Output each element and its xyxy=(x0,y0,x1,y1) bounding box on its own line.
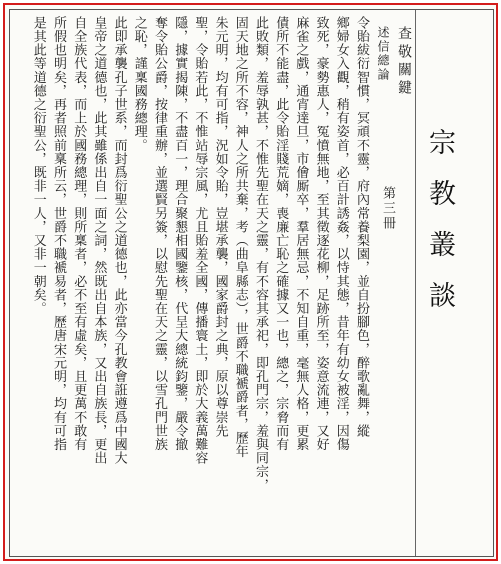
text-column: 致死，豪勢惠人，冤憤無地，至其徵逐花柳，足跡所至，姿意流連，又好 xyxy=(313,16,329,452)
column-divider xyxy=(415,10,416,556)
text-column: 是其此等道德之衍聖公，既非一人，又非一朝矣。 xyxy=(30,16,46,316)
text-column: 此敗類，羞辱孰甚，不惟先聖在天之靈，有不容其承祀，即孔門宗，羞與同宗， xyxy=(253,16,268,492)
document-title: 宗教叢談 xyxy=(424,128,455,332)
text-column: 自全族代表，而上於國務總理，則所稟者，必不至有虛矣，且更萬不敢有 xyxy=(71,16,87,452)
document-border xyxy=(9,9,494,557)
text-column: 隱，據實揭陳，不盡百一，理合聚懇相國鑒核，代呈大總統鈞鑒，嚴令撤 xyxy=(172,16,188,452)
volume-label: 第三冊 xyxy=(380,186,395,231)
section-heading: 述信總論 xyxy=(376,26,390,82)
text-column: 所假也明矣，再者照前稟所云，世爵不職褫易者，歷唐宋元明，均有可指 xyxy=(51,16,66,452)
text-column: 皇帝之道德也，此其雖係出自一面之詞，然既出自本族，又出自族長，更出 xyxy=(91,16,107,465)
text-column: 固天地之所不容，神人之所共棄，考（曲阜縣志），世爵不職褫爵者，歷年 xyxy=(232,16,248,459)
text-column: 奪令貽公爵，按律重辦，並選賢另簽，以慰先聖在天之靈，以雪孔門世族 xyxy=(152,16,167,452)
text-column: 此即承襲孔子世系，而封爲衍聖公之道德也，此亦當今孔教會誑遵爲中國大 xyxy=(111,16,127,465)
author-byline: 查敬關鍵 xyxy=(396,26,412,98)
text-column: 朱元明，均有可指，況如令貽，豈堪承襲，國家爵封之典，原以尊崇先 xyxy=(212,16,228,438)
document-frame xyxy=(3,3,498,561)
text-column: 之恥，謹稟國務總理。 xyxy=(131,16,147,152)
text-column: 聖，令貽若此，不惟站辱宗風，尤且貽羞全國，傳播寰土，即於大義萬難容 xyxy=(192,16,208,465)
text-column: 令貽紱衍智慣，冥頑不靈，府內常養梨園，並自扮腳色，醉歌亂舞，縱 xyxy=(354,16,369,438)
text-column: 鄉婦女入觀，稍有姿首，必百計誘姦，以恃其態，昔年有幼女被淫，因傷 xyxy=(333,16,349,452)
text-column: 債所不能盡，此令貽淫賤荒嫡，喪廉亡恥之確據又一也，總之，宗脅而有 xyxy=(273,16,289,452)
text-column: 麻雀之戲，通宵達旦，市儈厮卒，羣居無忌，不知自重，毫無人格，更累 xyxy=(293,16,309,452)
